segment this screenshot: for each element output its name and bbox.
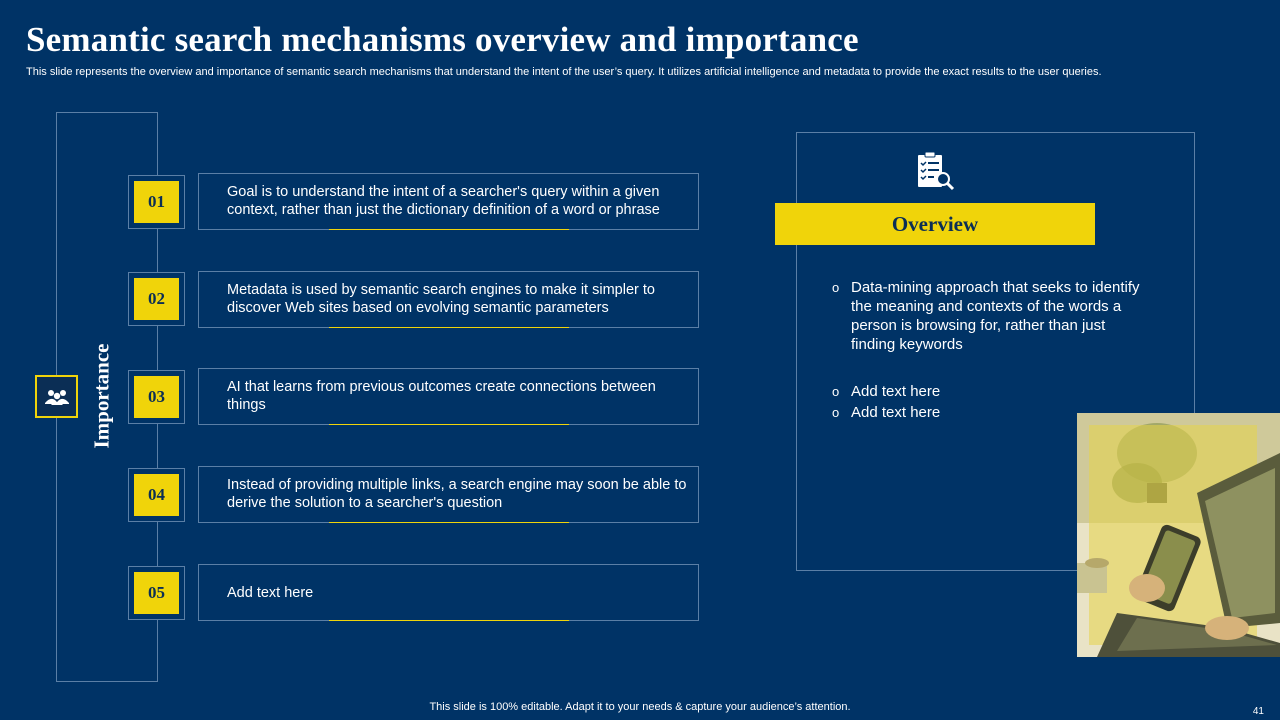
bullet-marker: o: [832, 405, 840, 420]
importance-item: [198, 271, 699, 328]
item-underline: [329, 522, 569, 523]
item-number-box: [128, 468, 185, 522]
item-underline: [329, 229, 569, 230]
importance-label: Importance: [89, 343, 114, 449]
item-text: Instead of providing multiple links, a search engine may soon be able to derive the solution to a searcher's question: [227, 477, 687, 511]
item-number-box: [128, 566, 185, 620]
item-text: AI that learns from previous outcomes create connections between things: [227, 379, 656, 413]
item-underline: [329, 424, 569, 425]
laptop-phone-photo: [1077, 413, 1280, 657]
slide-subtitle: This slide represents the overview and importance of semantic search mechanisms that understand the intent of the user’s query. It utilizes artificial intelligence and metadata to provide the exact results to the user queries.: [26, 66, 1102, 78]
overview-heading: Overview: [775, 203, 1095, 245]
item-underline: [329, 327, 569, 328]
page-number: 41: [1252, 706, 1264, 717]
item-text: Metadata is used by semantic search engines to make it simpler to discover Web sites based on evolving semantic parameters: [227, 282, 655, 316]
item-number: 01: [134, 181, 179, 223]
slide-title: Semantic search mechanisms overview and importance: [26, 20, 859, 59]
item-number: 03: [134, 376, 179, 418]
item-number: 05: [134, 572, 179, 614]
bullet-marker: o: [832, 280, 840, 295]
bullet-text: Add text here: [851, 404, 941, 421]
importance-item: [198, 564, 699, 621]
overview-bullets: [832, 278, 1152, 422]
photo-image: [1077, 413, 1280, 657]
item-number-box: [128, 370, 185, 424]
item-text: Goal is to understand the intent of a searcher's query within a given context, rather than just the dictionary definition of a word or phrase: [227, 184, 660, 218]
people-group-icon: [44, 388, 70, 406]
item-number: 02: [134, 278, 179, 320]
item-underline: [329, 620, 569, 621]
overview-bullet: [832, 278, 1152, 354]
bullet-text: Add text here: [851, 383, 941, 400]
checklist-search-icon: [914, 150, 956, 192]
bullet-text: Data-mining approach that seeks to identify the meaning and contexts of the words a person is browsing for, rather than just finding keywords: [851, 279, 1140, 353]
slide-footer: This slide is 100% editable. Adapt it to your needs & capture your audience’s attention.: [429, 701, 851, 713]
item-number: 04: [134, 474, 179, 516]
importance-item: [198, 466, 699, 523]
item-number-box: [128, 272, 185, 326]
bullet-marker: o: [832, 384, 840, 399]
item-number-box: [128, 175, 185, 229]
overview-bullet: [832, 382, 1152, 401]
item-text: Add text here: [227, 585, 314, 601]
importance-icon-box: [35, 375, 78, 418]
importance-item: [198, 173, 699, 230]
importance-item: [198, 368, 699, 425]
